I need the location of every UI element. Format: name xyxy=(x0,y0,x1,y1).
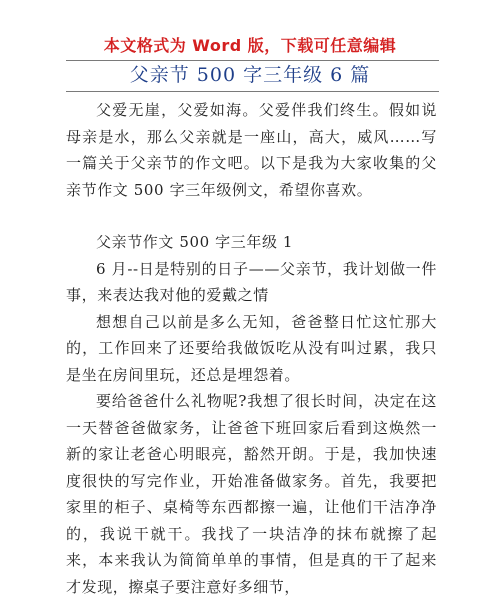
body-paragraph: 想想自己以前是多么无知，爸爸整日忙这忙那大的，工作回来了还要给我做饭吃从没有叫过累，我只是坐在房间里玩，还总是埋怨着。 xyxy=(66,312,437,384)
document-title: 父亲节 500 字三年级 6 篇 xyxy=(129,64,371,86)
body-paragraph: 要给爸爸什么礼物呢?我想了很长时间，决定在这一天替爸爸做家务，让爸爸下班回家后看到这焕然一新的家让老爸心明眼亮，豁然开朗。于是，我加快速度很快的写完作业，开始准备做家务。首先，我要把家里的柜子、桌椅等东西都擦一遍，让他们干洁净净的，我说干就干。我找了一块洁净的抹布就擦了起来，本来我认为简简单单的事情，但是真的干了起来才发现，擦桌子要注意好多细节， xyxy=(66,392,437,596)
title-rule-bottom xyxy=(66,91,439,92)
document-body xyxy=(66,97,437,600)
intro-paragraph: 父爱无崖，父爱如海。父爱伴我们终生。假如说母亲是水，那么父亲就是一座山，高大，威风……写一篇关于父亲节的作文吧。以下是我为大家收集的父亲节作文 500 字三年级例文，希望你喜欢。 xyxy=(66,101,437,199)
body-paragraph: 6 月--日是特别的日子——父亲节，我计划做一件事，来表达我对他的爱戴之情 xyxy=(66,259,437,304)
format-banner: 本文格式为 Word 版，下载可任意编辑 xyxy=(103,36,397,55)
section-heading: 父亲节作文 500 字三年级 1 xyxy=(96,233,294,251)
title-rule-top xyxy=(66,60,439,61)
